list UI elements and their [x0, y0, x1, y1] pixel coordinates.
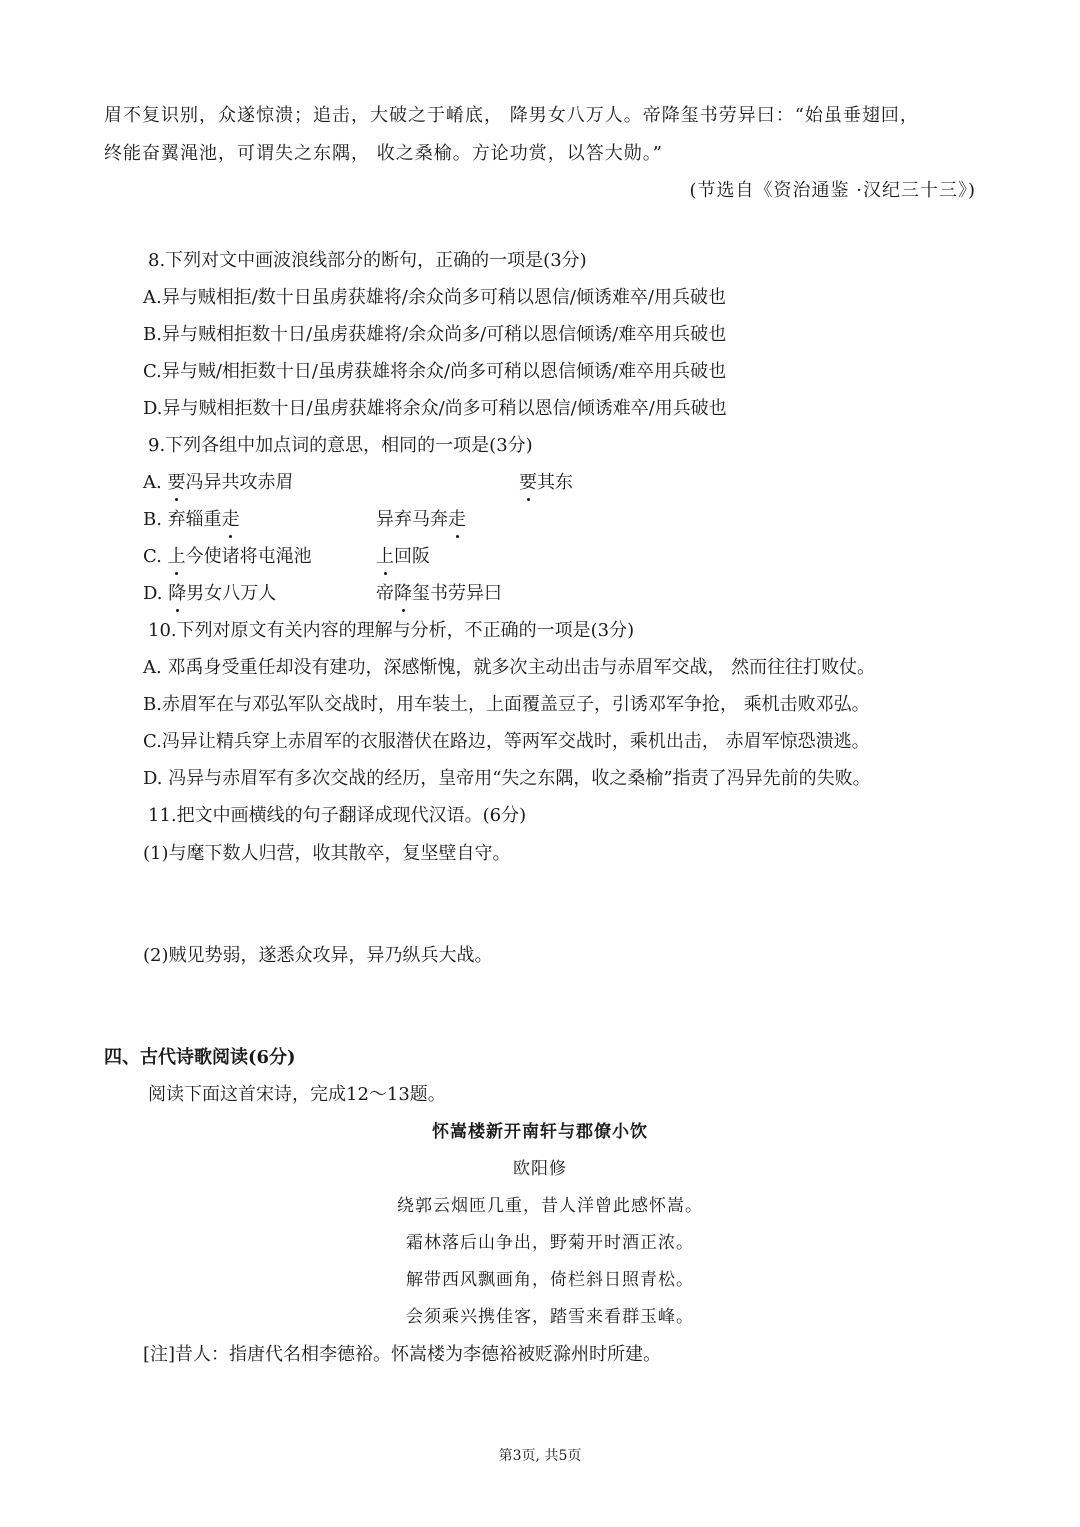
q9-a-pair — [519, 471, 573, 495]
q9-option-b — [143, 508, 743, 532]
q10-stem: 10.下列对原文有关内容的理解与分析，不正确的一项是(3分) — [148, 620, 635, 641]
q9-option-d — [143, 582, 743, 606]
q11-stem: 11.把文中画横线的句子翻译成现代汉语。(6分) — [148, 805, 527, 826]
poem-line-1: 绕郭云烟匝几重，昔人洋曾此感怀嵩。 — [397, 1196, 703, 1216]
q10-option-b: B.赤眉军在与邓弘军队交战时，用车装土，上面覆盖豆子，引诱邓军争抢， 乘机击败邓弘。 — [143, 694, 870, 715]
q9-b-pair — [376, 508, 466, 532]
q9-b-dotted-word: 走 — [221, 509, 240, 530]
q9-a-label: A. — [143, 472, 168, 493]
section-4-title: 四、古代诗歌阅读(6分) — [104, 1047, 296, 1068]
q8-stem: 8.下列对文中画波浪线部分的断句，正确的一项是(3分) — [148, 250, 587, 271]
q9-c-pair-dotted-word: 上 — [376, 546, 394, 567]
q9-a-dotted-word: 要 — [167, 472, 186, 493]
q8-option-b: B.异与贼相拒数十日/虽虏获雄将/余众尚多/可稍以恩信倾诱/难卒用兵破也 — [143, 324, 727, 345]
q9-d-dotted-word: 降 — [168, 583, 187, 604]
passage-line-2: 终能奋翼渑池，可谓失之东隅， 收之桑榆。方论功赏，以答大勋。” — [104, 143, 663, 164]
q9-d-pair — [376, 582, 502, 606]
q9-b-pair-pre: 异弃马奔 — [376, 509, 448, 530]
poem-line-3: 解带西风飘画角，倚栏斜日照青松。 — [406, 1270, 694, 1290]
passage-source: (节选自《资治通鉴 ·汉纪三十三》) — [689, 180, 976, 201]
q9-c-dotted-word: 上 — [167, 546, 186, 567]
q9-c-pair — [376, 545, 430, 569]
q9-b-pair-dotted-word: 走 — [448, 509, 466, 530]
q8-option-d: D.异与贼相拒数十日/虽虏获雄将余众/尚多可稍以恩信/倾诱难卒/用兵破也 — [143, 398, 727, 419]
poem-line-4: 会须乘兴携佳客，踏雪来看群玉峰。 — [406, 1307, 694, 1327]
q11-sentence-1: (1)与麾下数人归营，收其散卒，复坚壁自守。 — [143, 843, 511, 864]
page-number: 第3页, 共5页 — [498, 1448, 582, 1464]
poem-line-2: 霜林落后山争出，野菊开时酒正浓。 — [406, 1233, 694, 1253]
q9-b-label: B. 弃辎重 — [143, 509, 222, 530]
passage-line-1: 眉不复识别，众遂惊溃；追击，大破之于崤底， 降男女八万人。帝降玺书劳异曰：“始虽垂翅回， — [104, 105, 919, 126]
q9-d-pair-dotted-word: 降 — [394, 583, 412, 604]
q8-option-a: A.异与贼相拒/数十日虽虏获雄将/余众尚多可稍以恩信/倾诱难卒/用兵破也 — [143, 287, 726, 308]
poem-author: 欧阳修 — [513, 1159, 567, 1179]
q8-option-c: C.异与贼/相拒数十日/虽虏获雄将余众/尚多可稍以恩信倾诱/难卒用兵破也 — [143, 361, 727, 382]
q9-c-label: C. — [143, 546, 168, 567]
q9-a-pair-dotted-word: 要 — [519, 472, 537, 493]
q9-d-label: D. — [143, 583, 169, 604]
q9-a-pair-rest: 其东 — [537, 472, 573, 493]
q9-option-c — [143, 545, 743, 569]
section-4-intro: 阅读下面这首宋诗，完成12～13题。 — [148, 1084, 446, 1105]
q9-d-rest: 男女八万人 — [186, 583, 277, 604]
q10-option-d: D. 冯异与赤眉军有多次交战的经历，皇帝用“失之东隅，收之桑榆”指责了冯异先前的失败。 — [143, 768, 871, 789]
q10-option-c: C.冯异让精兵穿上赤眉军的衣服潜伏在路边，等两军交战时，乘机出击， 赤眉军惊恐溃逃。 — [143, 731, 870, 752]
q9-c-pair-rest: 回阪 — [394, 546, 430, 567]
q9-d-pair-pre: 帝 — [376, 583, 394, 604]
q9-d-pair-rest: 玺书劳异曰 — [412, 583, 502, 604]
q9-c-rest: 今使诸将屯渑池 — [185, 546, 312, 567]
poem-note: [注]昔人：指唐代名相李德裕。怀嵩楼为李德裕被贬滁州时所建。 — [143, 1344, 662, 1365]
q9-option-a — [143, 471, 743, 495]
poem-title: 怀嵩楼新开南轩与郡僚小饮 — [432, 1122, 648, 1142]
q10-option-a: A. 邓禹身受重任却没有建功，深感惭愧，就多次主动出击与赤眉军交战， 然而往往打败仗。 — [143, 657, 876, 678]
q9-a-rest: 冯异共攻赤眉 — [185, 472, 294, 493]
q9-stem: 9.下列各组中加点词的意思，相同的一项是(3分) — [148, 435, 533, 456]
q11-sentence-2: (2)贼见势弱，遂悉众攻异，异乃纵兵大战。 — [143, 945, 493, 966]
